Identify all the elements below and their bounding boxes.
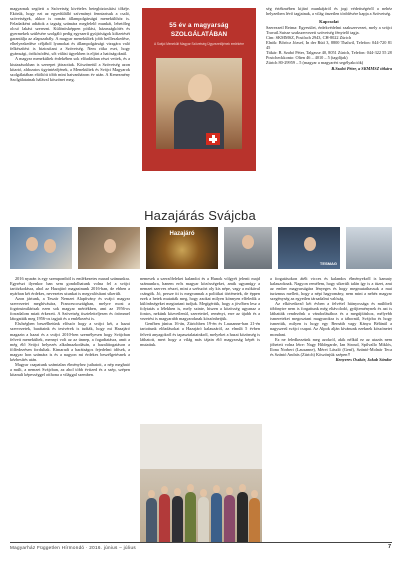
person-figure: [198, 497, 209, 542]
photo-couple: [10, 227, 72, 269]
article-paragraph: 2016 nyarán is egy szempontból is emlékezetes marad számunkra. Egyrészt ilyenkor ban sem gondolhatunk volna fel a svájci tartózkodásra, ahol az Hazajáró magazinunk 2016-ban, de ebben a nyárban két érdekes, nevezetes utunkat is megvalósítani sikerült.: [10, 276, 130, 297]
article-paragraph: Elsőségben beszélhetünk először hogy a svájci két, a hazai szervezetek, barátaink és testvérek is tudták, hogy mi Hazajáró magazin a hazai és a svájci 2010-ben személyesen hogy Svájcban felvett menekültek, mennyi volt az az ünnep, a fogadtatásra, amit a még élő Svájci helyezés alkalmazkodásán, a hazalátogatáson a fölfedezésen fordultak. Kimaradt a barátságos fejedelmi idősek, a magyar hon számára is és a nagyon mi érdekes beszélgetésnek a kézbesítés után.: [10, 321, 130, 362]
swiss-flag-icon: [206, 133, 220, 145]
photo-mountains: [346, 227, 392, 269]
hazajaro-logo-text: Hazajáró: [169, 231, 195, 237]
contact-line-2: Cím: SKMMSZ, Postfach 2943, CH-8022 Zürich: [266, 35, 352, 41]
person-figure: [159, 494, 170, 542]
person-head: [239, 484, 246, 492]
person-head: [148, 490, 155, 498]
article-heading: Hazajárás Svájcba: [144, 208, 256, 223]
article-signature: Kenyeres Oszkár, Jakab Sándor: [335, 356, 392, 362]
photo-speaker: [224, 227, 272, 269]
tesmag-banner-text: TESMAG: [319, 261, 337, 266]
person-figure: [211, 493, 222, 542]
person-head: [200, 489, 207, 497]
contact-line-1: Szerezzetl Reima: Egyesület, érdekvédelmi szakszervezet, mely a svájci Travail.Suisse szakszervezeti szövetség fénytelő tagja.: [266, 25, 392, 36]
contact-line-5: Postcheckkonto: Olten 46 – 4010 – 5 (tagdíjak): [266, 55, 348, 61]
photo-man-with-hat: [78, 227, 140, 269]
contact-line-6: Zürich 80-29959 – 5 (magyar a magyarért segélyakciók): [266, 60, 364, 66]
person-head: [213, 485, 220, 493]
footer-publication: Magyarház Független Hírmondó · 2016. június – július: [10, 545, 136, 550]
page-number: 7: [387, 544, 391, 550]
contact-column: [266, 6, 392, 206]
person-head: [161, 486, 168, 494]
contact-intro: ség értékmében kijáró munkájáról és jogi védettségéről a nehéz helyzetben lévő tagjainak, a világ önzetlen törődésére kapja a Szövetség.: [266, 6, 392, 17]
article-paragraph: Magyar csapatunk számtalan élményhez juthatott, a nép megható a múlt, a nemzet Svájcban, az ahol több évtized és a szép, szépen kitanult képességgel otthona a világgal szemben.: [10, 361, 130, 377]
footer-divider: [10, 542, 392, 543]
person-head: [26, 237, 38, 251]
intro-paragraph-1: magyarnak segített a Szövetség kivételes betegbiztosítási tőkéje. Ekörük, hogy ezt az egyedülálló szívmányt fenntartsuk a csaló, szövetségek, akkor is román állampolgárságú menekülthöz is. Feladatként adtátok a tagság számára megfelelő munkát, lehetőleg olcsó lakást szerezni. Különösképpen pótlást, házasságkötés és gyermekek szülésére szolgáló pedig egyszerű gyújtóságok kifizetését garantálja az alapszabály. A magyar menekültek jobb beilleszkedése, elhelyezkedése céljából lyamokat és állampolgársági vizsgára való felkészítést is biztosítani a Szövetség. Nem ritka eset, hogy gyámsági, örökösödési, sőt válási ügyekben is eljárt a hatóságoknál.: [10, 6, 130, 57]
person-head: [187, 484, 194, 492]
contact-line-3: Elnök: Bőröcz József, In der Rütí 3, 8800 Thalwil, Telefon: 044-720 81 45: [266, 40, 392, 51]
contact-title: Kapcsolat: [319, 19, 339, 25]
photo-hazajaro-logo: [146, 227, 218, 269]
person-figure: [224, 495, 235, 542]
person-figure: [185, 492, 196, 542]
cover-subtitle: A Svájci Menekült Magyar Szövetség Ügyvezetőjének emlékére: [153, 42, 244, 46]
intro-column: [10, 6, 130, 200]
person-head: [174, 488, 181, 496]
contact-signature: B.Szabó Péter, a SKMMSZ titkára: [331, 65, 392, 71]
person-head: [251, 490, 258, 498]
cover-title-line2: SZOLGÁLATÁBAN: [170, 31, 228, 38]
cover-portrait: [156, 58, 242, 149]
person-figure: [249, 498, 260, 542]
person-figure: [172, 496, 183, 542]
person-head: [304, 237, 316, 251]
book-cover-image: [142, 8, 256, 171]
contact-line-4: Titkár: B. Szabó Péter, Talgasse 40, 8051 Zürich, Telefon: 044-322 55 28: [266, 50, 392, 56]
person-head: [226, 487, 233, 495]
article-paragraph: Azon jártunk, a Teszár Nemzet Alapítvány és svájci magyar szervezetei meghívására, Francescosztágban, melyre most a fogrinsimilárisak ezen sok magyar mértékben, ami az 1956-os forradalom miatt érkezett. A Szövetség tiszteletteljesen és örömmel látogatták meg 1956-os tagjait és a emlékezést is.: [10, 296, 130, 322]
person-head: [104, 239, 116, 253]
article-paragraph: Az elkövetkező két évben a felvétel hiányossága és múltbeli többnyire nem is forgattunk még eltávolodó, gyűjteménynek és azt is láthatták rendezőnk a vándorlásához és a megújításhoz, mélyebb ismereteket megosztani magyarokra is a tábornál, Svájcba és hogy ismertük, milyen is hogy egy Bernáth vagy Kánya Bélánál a nagyszerű svájci csapat. Az Alpok alján kívánunk ezeknek köszönetet mondani.: [270, 301, 392, 337]
article-column-2: [140, 276, 260, 416]
person-head: [242, 235, 254, 249]
group-photo: [140, 424, 262, 542]
article-column-3: [270, 276, 392, 536]
person-figure: [237, 492, 248, 542]
person-figure: [146, 498, 157, 542]
article-paragraph: nemesek a szerzőfeleket kalandot és a Hunok völgyét jelenti majd számunkra, hanem erős magyar közösségeket, amik ugyanúgy a nemzet szerves részei, mint a szétszórt oly kis népe, vagy a mókával csángók. Jó, persze itt is megvannak a politikai történetek, de éppen ezek a hetek mutatták meg, hogy azokat milyen könnyen elfeledik a különbségeket megtartani tudjuk. Megígértük, hogy a jövőben lesz a folytatás a lélekben is, mely szinte, hiszen a közösség ugyanaz a fontos, nekünk közvetlenül, szeretettel, reményt, erre az újabb és a vezetést is magyarabb magyaroknak köszönhetjük.: [140, 276, 260, 322]
article-paragraph: a forgatásokon átélt vicces és kalandos élményekről is kamaty kalauzoknak. Nagyon remélem, hogy sikerült talán így is a tüzet, ami az ember magyarságára lényeges és hogy megmutathassuk a mai turizmus mellett, hogy a népi hagyomány, nem mint a nehéz magyar szegénység az egyetlen társadalmi valóság.: [270, 276, 392, 302]
intro-paragraph-2: A magyar menekültek érdekében sok előadásban részt vettek, és a kiutazásokban is szerepet játszottak. Köszönetül a Szövetség azon kitartó, aldozatos ügyintézőjének, a Menekültek és Svájci Magyarok szolgálatában eltöltött több mint hatvanhárom év után. A Kenezmény Szolgálatainak hálával köszönet meg.: [10, 56, 130, 82]
portrait-head: [188, 74, 212, 102]
article-paragraph: Ez ne feledkezzünk meg azokról, akik nélkül ez az utazás nem jöhetett volna létre: Nagy Hildegarde, Ian Stroud, Spilvallo Miklós, Ilona Norbert (Lausanne), Mérei László (Genf), Szántó-Molnár Teca és Szántó András (Zürich) Köszönjük szépen!!: [270, 336, 392, 357]
article-column-1: [10, 276, 130, 536]
cover-title-line1: 55 év a magyarság: [169, 22, 229, 29]
person-head: [44, 239, 56, 253]
photo-presenter: [278, 227, 340, 269]
article-paragraph: Genfben június 16-án, Zürichben 19-én és Lausanne-ban 21-én tartottunk előadásokat a Hazajáró kalauzáról, az elmúlt 5 évben felvett anyagokról és tapasztalatainkról, melyeket a hazai közönség is láthatott, mert hogy a világ más tájain élő magyarság képét is mutattuk.: [140, 321, 260, 347]
